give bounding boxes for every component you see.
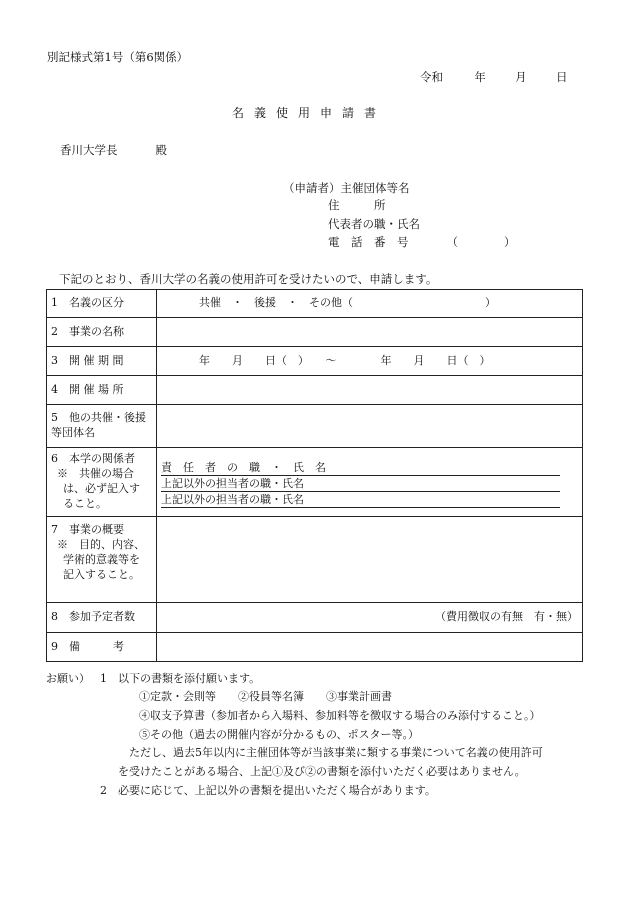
date-month: 月 — [515, 70, 527, 84]
label-line: ※ 目的、内容、 — [57, 537, 145, 551]
recipient-honorific: 殿 — [155, 143, 167, 157]
table-row — [47, 376, 583, 405]
applicant-phone-line — [328, 235, 516, 251]
label-line: 等団体名 — [51, 426, 95, 439]
date-line — [420, 70, 567, 86]
table-row — [47, 517, 583, 603]
document-title: 名義使用申請書 — [232, 106, 387, 120]
table-row — [47, 318, 583, 347]
applicant-phone-paren: （ ） — [446, 235, 516, 249]
label-line: 5 他の共催・後援 — [51, 411, 146, 425]
recipient-name: 香川大学長 — [60, 143, 118, 157]
note-proviso-line-2: を受けたことがある場合、上記①及び②の書類を添付いただく必要はありません。 — [118, 765, 526, 778]
label-line: は、必ず記入す — [63, 482, 140, 495]
row-label — [47, 405, 157, 448]
event-name-field[interactable] — [157, 318, 583, 347]
label-line: 6 本学の関係者 — [51, 452, 135, 466]
note-item-1: 1 以下の書類を添付願います。 — [100, 672, 261, 685]
row-label — [47, 517, 157, 603]
date-year: 年 — [474, 70, 486, 84]
table-row — [47, 603, 583, 633]
table-row — [47, 448, 583, 517]
label-line: 記入すること。 — [63, 567, 140, 581]
row-label: 8 参加予定者数 — [47, 603, 157, 633]
row-label: 3 開 催 期 間 — [47, 347, 157, 376]
label-line: ※ 共催の場合 — [57, 467, 134, 481]
note-documents-3: ⑤その他（過去の開催内容が分かるもの、ポスター等。） — [139, 728, 420, 741]
row-label: 4 開 催 場 所 — [47, 376, 157, 405]
other-organizations-field[interactable] — [157, 405, 583, 448]
table-row — [47, 347, 583, 376]
event-overview-field[interactable] — [157, 517, 583, 603]
note-documents-1: ①定款・会則等 ②役員等名簿 ③事業計画書 — [139, 690, 392, 703]
applicant-phone-label: 電 話 番 号 — [328, 235, 409, 249]
participants-field[interactable]: （費用徴収の有無 有・無） — [157, 603, 583, 633]
applicant-address-label: 住 所 — [328, 198, 386, 212]
event-venue-field[interactable] — [157, 376, 583, 405]
intro-sentence: 下記のとおり、香川大学の名義の使用許可を受けたいので、申請します。 — [59, 272, 438, 286]
row-label: 1 名義の区分 — [47, 290, 157, 318]
recipient-line — [60, 143, 167, 159]
note-item-2: 2 必要に応じて、上記以外の書類を提出いただく場合があります。 — [100, 784, 436, 797]
remarks-field[interactable] — [157, 633, 583, 662]
row-label: 9 備 考 — [47, 633, 157, 662]
date-era: 令和 — [420, 70, 443, 84]
other-contact-line: 上記以外の担当者の職・氏名 — [161, 492, 560, 508]
note-proviso-line-1: ただし、過去5年以内に主催団体等が当該事業に類する事業について名義の使用許可 — [129, 746, 543, 759]
table-row — [47, 405, 583, 448]
other-contact-line: 上記以外の担当者の職・氏名 — [161, 476, 560, 492]
form-number-note: 別記様式第1号（第6関係） — [47, 50, 189, 64]
label-line: 学術的意義等を — [63, 552, 140, 566]
label-line: 7 事業の概要 — [51, 523, 124, 536]
applicant-organization-label: （申請者）主催団体等名 — [283, 181, 410, 195]
table-row — [47, 290, 583, 318]
label-line: ること。 — [63, 496, 107, 510]
notes-prefix: お願い） — [46, 672, 90, 685]
row-label: 2 事業の名称 — [47, 318, 157, 347]
responsible-person-line: 責 任 者 の 職 ・ 氏 名 — [161, 460, 560, 476]
event-period-field[interactable]: 年 月 日（ ） ～ 年 月 日（ ） — [157, 347, 583, 376]
university-contact-field[interactable] — [157, 448, 583, 517]
note-documents-2: ④収支予算書（参加者から入場料、参加料等を徴収する場合のみ添付すること。） — [139, 709, 541, 722]
application-table — [46, 289, 583, 662]
date-day: 日 — [555, 70, 568, 84]
table-row — [47, 633, 583, 662]
applicant-representative-label: 代表者の職・氏名 — [328, 217, 420, 231]
row-label — [47, 448, 157, 517]
name-category-options: 共催 ・ 後援 ・ その他（ ） — [157, 290, 583, 318]
